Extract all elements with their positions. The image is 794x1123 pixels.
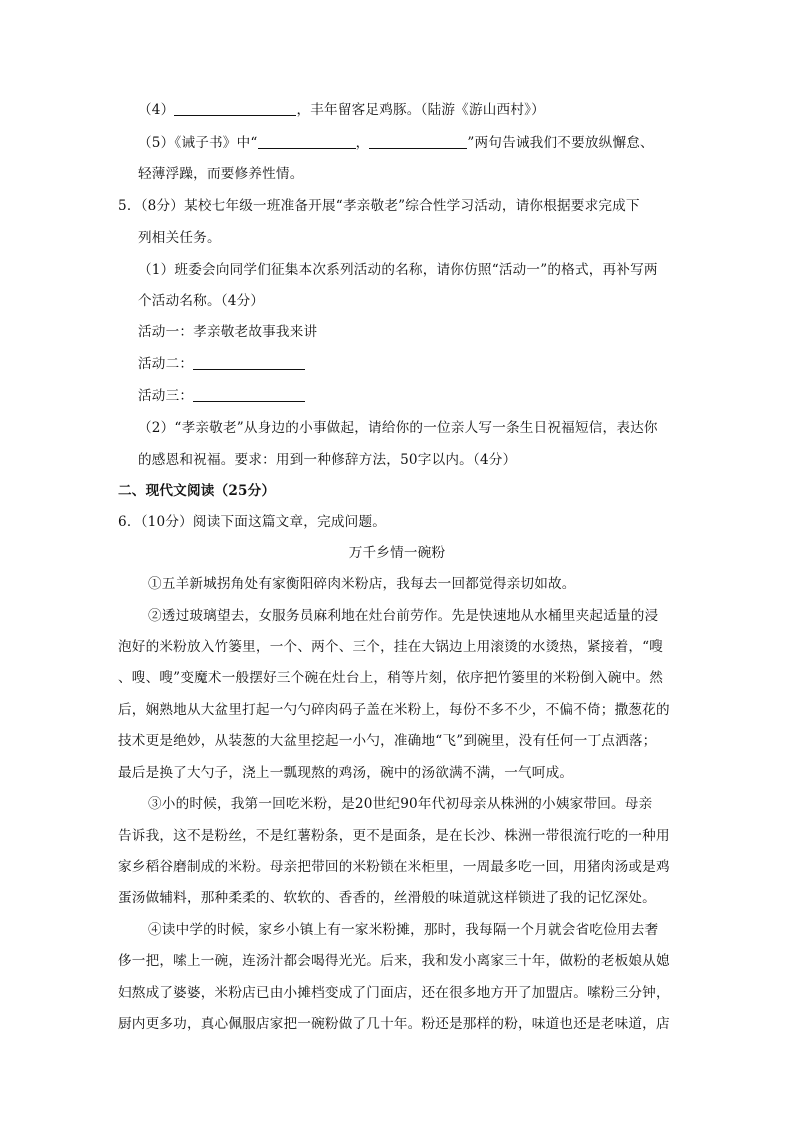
article-title: 万千乡情一碗粉 <box>348 545 446 561</box>
answer-blank[interactable] <box>174 101 296 116</box>
q4-item-5 <box>138 133 654 153</box>
paragraph-1: ①五羊新城拐角处有家衡阳碎肉米粉店，我每去一回都觉得亲切如故。 <box>148 576 576 592</box>
activity-2-label: 活动二： <box>138 356 194 372</box>
paragraph-4-line: 妇熬成了婆婆，米粉店已由小摊档变成了门面店，还在很多地方开了加盟店。嗦粉三分钟， <box>118 985 670 1001</box>
paragraph-2-line: 技术更是绝妙，从装葱的大盆里挖起一小勺，准确地“飞”到碗里，没有任何一丁点洒落； <box>118 733 657 749</box>
q5-stem-line2: 列相关任务。 <box>138 230 221 246</box>
answer-blank[interactable] <box>193 387 305 402</box>
paragraph-4-line: 侈一把，嗦上一碗，连汤汁都会喝得光光。后来，我和发小离家三十年，做粉的老板娘从媳 <box>118 953 670 969</box>
item4-prefix: （4） <box>138 102 175 118</box>
section-heading: 二、现代文阅读（25分） <box>118 483 276 499</box>
answer-blank[interactable] <box>369 134 467 149</box>
paragraph-3-line: ③小的时候，我第一回吃米粉，是20世纪90年代初母亲从株洲的小姨家带回。母亲 <box>148 796 653 812</box>
activity-3-label: 活动三： <box>138 388 194 404</box>
item4-suffix: ，丰年留客足鸡豚。（陆游《游山西村》） <box>296 102 545 118</box>
q5-sub1-line1: （1）班委会向同学们征集本次系列活动的名称，请你仿照“活动一”的格式，再补写两 <box>138 262 658 278</box>
paragraph-2-line: 、嗖、嗖”变魔术一般摆好三个碗在灶台上，稍等片刻，依序把竹篓里的米粉倒入碗中。然 <box>118 670 664 686</box>
paragraph-3-line: 告诉我，这不是粉丝，不是红薯粉条，更不是面条，是在长沙、株洲一带很流行吃的一种用 <box>118 828 670 844</box>
paragraph-3-line: 蛋汤做辅料，那种柔柔的、软软的、香香的，丝滑般的味道就这样锁进了我的记忆深处。 <box>118 890 656 906</box>
q5-sub2-line1: （2）“孝亲敬老”从身边的小事做起，请给你的一位亲人写一条生日祝福短信，表达你 <box>138 420 658 436</box>
q5-sub1-line2: 个活动名称。（4分） <box>138 293 265 309</box>
answer-blank[interactable] <box>258 134 356 149</box>
item5-suffix: ”两句告诫我们不要放纵懈怠、 <box>467 135 654 151</box>
paragraph-2-line: 最后是换了大勺子，浇上一瓢现熬的鸡汤，碗中的汤欲满不满，一气呵成。 <box>118 765 574 781</box>
paragraph-2-line: ②透过玻璃望去，女服务员麻利地在灶台前劳作。先是快速地从水桶里夹起适量的浸 <box>148 608 659 624</box>
paragraph-4-line: 厨内更多功，真心佩服店家把一碗粉做了几十年。粉还是那样的粉，味道也还是老味道，店 <box>118 1016 670 1032</box>
answer-blank[interactable] <box>193 355 305 370</box>
q5-stem-line1: 5．（8分）某校七年级一班准备开展“孝亲敬老”综合性学习活动，请你根据要求完成下 <box>118 198 640 214</box>
activity-1: 活动一：孝亲敬老故事我来讲 <box>138 324 318 340</box>
paragraph-2-line: 后，娴熟地从大盆里打起一勺勺碎肉码子盖在米粉上，每份不多不少，不偏不倚；撒葱花的 <box>118 702 670 718</box>
paragraph-4-line: ④读中学的时候，家乡小镇上有一家米粉摊，那时，我每隔一个月就会省吃俭用去奢 <box>148 922 659 938</box>
item5-comma: ， <box>355 135 370 151</box>
q5-sub2-line2: 的感恩和祝福。要求：用到一种修辞方法，50字以内。（4分） <box>138 452 517 468</box>
item5-continuation: 轻薄浮躁，而要修养性情。 <box>138 166 304 182</box>
activity-3 <box>138 386 305 406</box>
paragraph-3-line: 家乡稻谷磨制成的米粉。母亲把带回的米粉锁在米柜里，一周最多吃一回，用猪肉汤或是鸡 <box>118 859 670 875</box>
item5-prefix: （5）《诫子书》中“ <box>138 135 258 151</box>
paragraph-2-line: 泡好的米粉放入竹篓里，一个、两个、三个，挂在大锅边上用滚烫的水烫热，紧接着，“嗖 <box>118 639 664 655</box>
q6-intro: 6．（10分）阅读下面这篇文章，完成问题。 <box>118 514 387 530</box>
activity-2 <box>138 354 305 374</box>
q4-item-4 <box>138 100 545 120</box>
